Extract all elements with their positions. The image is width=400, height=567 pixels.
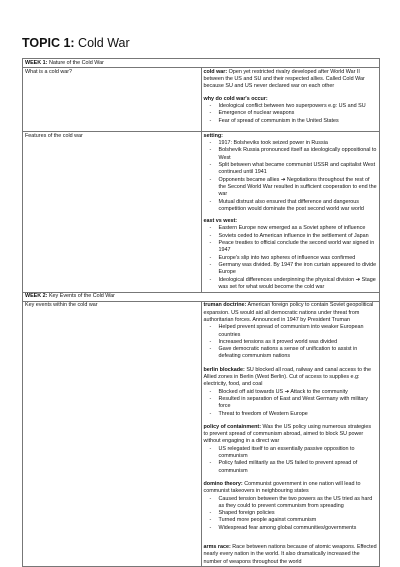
definition <box>204 69 378 91</box>
question-cell: Features of the cold war <box>23 132 202 292</box>
section-text: SU blocked all road, railway and canal access to the Allied zones in Berlin (West Berlin). Cut of access to supplies e.g: electricity, food, and coal <box>203 366 371 388</box>
list-item: - Europe's slip into two spheres of influence was confirmed <box>204 255 378 262</box>
section-text: Communist government in one nation will lead to communist takeovers in neighbouring states <box>203 480 361 495</box>
bullet-list <box>204 140 378 213</box>
section-berlin-blockade <box>204 367 378 418</box>
list-item: - Ideological conflict between two superpowers e.g: US and SU <box>204 103 378 110</box>
title-prefix: TOPIC 1: <box>22 36 75 50</box>
list-item: - Peace treaties to official conclude the second world war signed in 1947 <box>204 240 378 255</box>
bullet-list <box>204 225 378 291</box>
list-item: - Resulted in separation of East and West Germany with military force <box>204 396 378 411</box>
section-arms-race <box>204 544 378 566</box>
list-item: - Opponents became allies ➔ Negotiations throughout the rest of the Second World War resulted in sufficient cooperation to end the war <box>204 177 378 199</box>
sub-heading: east vs west: <box>203 218 238 225</box>
notes-table <box>22 58 380 567</box>
section-text: Race between nations because of atomic weapons. Effected nearly every nation in the world. It also dramatically increased the number of weapons throughout the world <box>203 544 377 565</box>
list-item: - US relegated itself to an essentially passive opposition to communism <box>204 446 378 461</box>
title-text: Cold War <box>74 36 130 50</box>
list-item: - Turned more people against communism <box>204 517 378 524</box>
list-item: - Split between what became communist USSR and capitalist West continued until 1941 <box>204 162 378 177</box>
section-term: berlin blockade: <box>203 366 245 373</box>
week2-header <box>23 292 380 301</box>
answer-cell <box>201 68 380 132</box>
week1-header-row <box>23 59 380 68</box>
list-item: - Blocked off aid towards US ➔ Attack to the community <box>204 389 378 396</box>
section-term: arms race: <box>203 544 231 551</box>
sub-heading: why do cold war's occur: <box>203 95 268 102</box>
definition-term: cold war: <box>203 68 228 75</box>
section-text: Was the US policy using numerous strategies to prevent spread of communism abroad, aimed to block SU power without engaging in a direct war <box>203 423 372 445</box>
table-row <box>23 301 380 567</box>
table-row <box>23 132 380 292</box>
section-truman-doctrine <box>204 302 378 360</box>
list-item: - Ideological differences underpinning the physical division ➔ Stage was set for what would become the cold war <box>204 277 378 292</box>
list-item: - Shaped foreign policies <box>204 510 378 517</box>
list-item: - 1917: Bolsheviks took seized power in Russia <box>204 140 378 147</box>
section-term: domino theory: <box>203 480 243 487</box>
list-item: - Threat to freedom of Western Europe <box>204 411 378 418</box>
week1-title: Nature of the Cold War <box>47 59 104 66</box>
list-item: - Emergence of nuclear weapons <box>204 110 378 117</box>
list-item: - Policy failed militarily as the US failed to prevent spread of communism <box>204 460 378 475</box>
sub-heading: setting: <box>203 132 223 139</box>
bullet-list <box>204 389 378 418</box>
bullet-list <box>204 446 378 475</box>
list-item: - Eastern Europe now emerged as a Soviet sphere of influence <box>204 225 378 232</box>
bullet-list <box>204 324 378 360</box>
answer-cell <box>201 132 380 292</box>
week1-header <box>23 59 380 68</box>
week2-header-row <box>23 292 380 301</box>
answer-cell <box>201 301 380 567</box>
week1-label: WEEK 1: <box>25 59 48 66</box>
list-item: - Increased tensions as it proved world was divided <box>204 339 378 346</box>
list-item: - Widespread fear among global communities/governments <box>204 525 378 532</box>
question-cell: Key events within the cold war <box>23 301 202 567</box>
definition-text: Open yet restricted rivalry developed after World War II between the US and SU and their respected allies. Called Cold War because SU and US never declared war on each other <box>203 68 365 90</box>
question-cell: What is a cold war? <box>23 68 202 132</box>
bullet-list <box>204 103 378 125</box>
page-title <box>22 36 130 50</box>
list-item: - Gave democratic nations a sense of unification to assist in defeating communism nations <box>204 346 378 361</box>
table-row <box>23 68 380 132</box>
section-policy-of-containment <box>204 424 378 475</box>
bullet-list <box>204 496 378 532</box>
list-item: - Germany was divided. By 1947 the iron curtain appeared to divide Europe <box>204 262 378 277</box>
week2-title: Key Events of the Cold War <box>47 293 115 300</box>
week2-label: WEEK 2: <box>25 293 48 300</box>
list-item: - Fear of spread of communism in the United States <box>204 118 378 125</box>
list-item: - Caused tension between the two powers as the US tried as hard as they could to prevent communism from spreading <box>204 496 378 511</box>
section-domino-theory <box>204 481 378 532</box>
list-item: - Soviets ceded to American influence in the settlement of Japan <box>204 233 378 240</box>
list-item: - Mutual distrust also ensured that difference and dangerous competition would dominate the post second world war world <box>204 199 378 214</box>
section-term: policy of containment: <box>203 423 262 430</box>
section-text: American foreign policy to contain Soviet geopolitical expansion. US would aid all democratic nations under threat from authoritarian forces. Announced in 1947 by President Truman <box>203 302 374 323</box>
list-item: - Helped prevent spread of communism into weaker European countries <box>204 324 378 339</box>
list-item: - Bolshevik Russia pronounced itself as ideologically oppositional to West <box>204 147 378 162</box>
section-term: truman doctrine: <box>203 302 247 309</box>
